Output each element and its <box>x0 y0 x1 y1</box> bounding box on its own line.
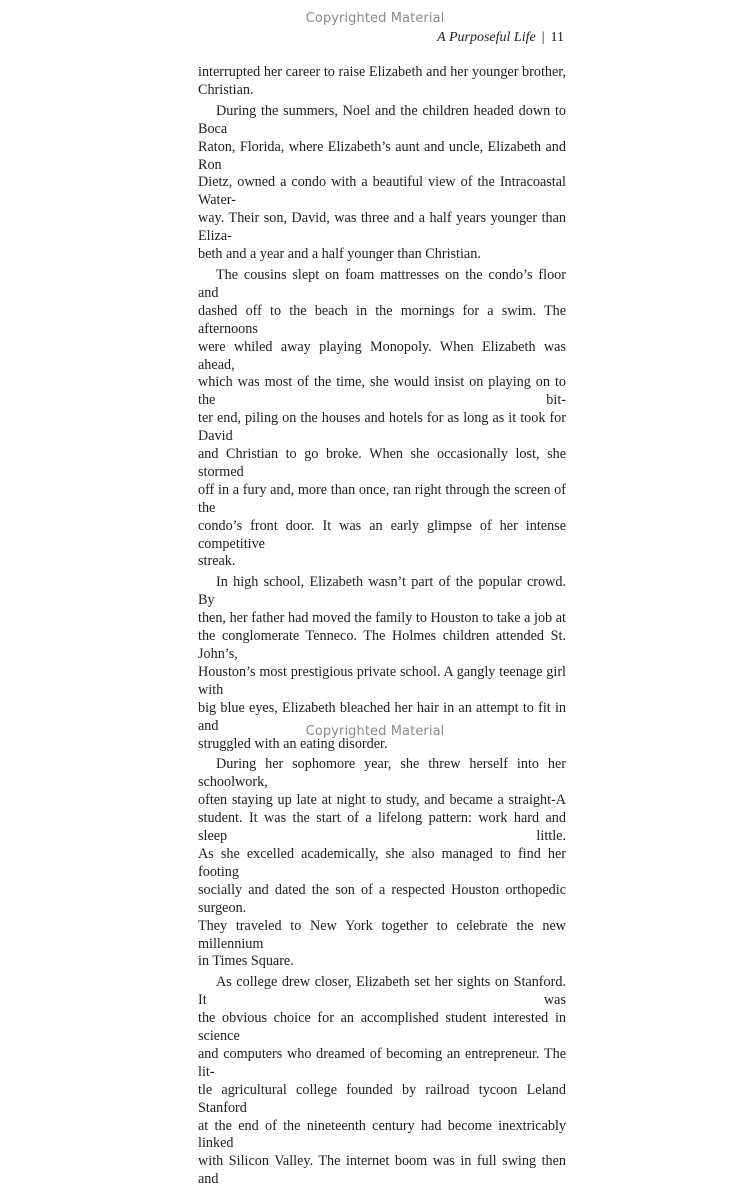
text-line: Houston’s most prestigious private school. A gangly teenage girl with <box>198 663 566 698</box>
text-line: tle agricultural college founded by railroad tycoon Leland Stanford <box>198 1081 566 1116</box>
text-line: big blue eyes, Elizabeth bleached her hair in an attempt to fit in and <box>198 699 566 734</box>
text-line: dashed off to the beach in the mornings for a swim. The afternoons <box>198 302 566 337</box>
text-line: the obvious choice for an accomplished student interested in science <box>198 1010 566 1045</box>
text-line: were whiled away playing Monopoly. When Elizabeth was ahead, <box>198 338 566 373</box>
text-line: Raton, Florida, where Elizabeth’s aunt and uncle, Elizabeth and Ron <box>198 138 566 173</box>
text-line: interrupted her career to raise Elizabeth and her younger brother, <box>198 64 566 80</box>
paragraph <box>198 64 566 100</box>
text-line: in Times Square. <box>198 953 294 970</box>
text-line: beth and a year and a half younger than Christian. <box>198 246 481 263</box>
paragraph <box>198 756 566 971</box>
copyright-watermark-top: Copyrighted Material <box>305 11 445 26</box>
text-line: socially and dated the son of a respected Houston orthopedic surgeon. <box>198 881 566 916</box>
page-number: 11 <box>550 30 564 45</box>
text-line: student. It was the start of a lifelong pattern: work hard and sleep little. <box>198 810 566 845</box>
text-line: and computers who dreamed of becoming an entrepreneur. The lit- <box>198 1045 566 1080</box>
text-line: the conglomerate Tenneco. The Holmes children attended St. John’s, <box>198 628 566 662</box>
text-line: Christian. <box>198 81 254 98</box>
running-title: A Purposeful Life <box>437 30 536 45</box>
text-line: As she excelled academically, she also managed to find her footing <box>198 845 566 880</box>
header-separator: | <box>541 30 545 45</box>
copyright-watermark-bottom: Copyrighted Material <box>305 724 445 739</box>
paragraph <box>198 103 566 264</box>
running-head <box>437 30 564 46</box>
text-line: Dietz, owned a condo with a beautiful view of the Intracoastal Water- <box>198 174 566 209</box>
text-line: and Christian to go broke. When she occasionally lost, she stormed <box>198 446 566 480</box>
body-text <box>198 64 566 1189</box>
text-line: then, her father had moved the family to Houston to take a job at <box>198 610 566 627</box>
text-line: During the summers, Noel and the children headed down to Boca <box>198 102 566 137</box>
text-line: which was most of the time, she would insist on playing on to the bit- <box>198 374 566 409</box>
text-line: During her sophomore year, she threw herself into her schoolwork, <box>198 756 566 791</box>
text-line: condo’s front door. It was an early glimpse of her intense competitive <box>198 517 566 552</box>
paragraph <box>198 267 566 571</box>
text-line: streak. <box>198 553 236 570</box>
text-line: with Silicon Valley. The internet boom was in full swing then and <box>198 1153 566 1188</box>
text-line: often staying up late at night to study, and became a straight-A <box>198 792 566 809</box>
text-line: They traveled to New York together to celebrate the new millennium <box>198 917 566 952</box>
text-line: ter end, piling on the houses and hotels for as long as it took for David <box>198 410 566 445</box>
paragraph <box>198 974 566 1189</box>
text-line: The cousins slept on foam mattresses on the condo’s floor and <box>198 266 566 301</box>
text-line: off in a fury and, more than once, ran right through the screen of the <box>198 481 566 516</box>
text-line: As college drew closer, Elizabeth set her sights on Stanford. It was <box>198 974 566 1009</box>
text-line: In high school, Elizabeth wasn’t part of the popular crowd. By <box>198 574 566 609</box>
text-line: struggled with an eating disorder. <box>198 735 388 752</box>
text-line: way. Their son, David, was three and a half years younger than Eliza- <box>198 210 566 245</box>
text-line: at the end of the nineteenth century had become inextricably linked <box>198 1117 566 1152</box>
